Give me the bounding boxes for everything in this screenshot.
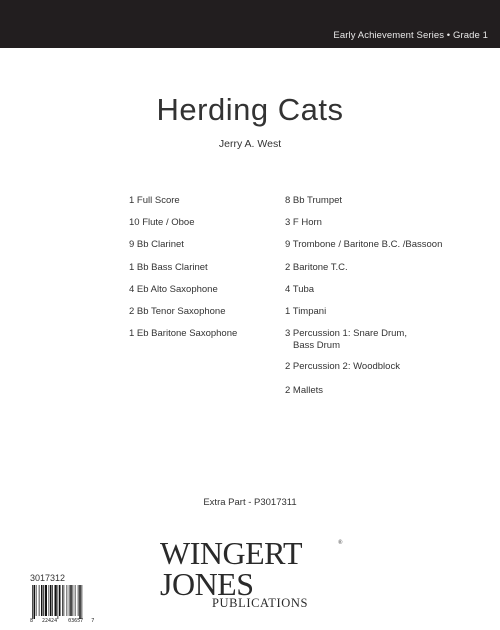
logo-jones: JONES [160,566,254,602]
series-label: Early Achievement Series • Grade 1 [333,30,488,41]
publisher-logo [160,535,343,612]
composer-name: Jerry A. West [218,138,282,150]
part-item: 9 Bb Clarinet [129,239,184,250]
part-item: 4 Eb Alto Saxophone [129,284,218,295]
barcode-bar [69,585,70,616]
barcode [30,585,98,627]
page-title: Herding Cats [156,92,344,127]
barcode-bar [32,585,33,619]
barcode-bar [59,585,61,616]
barcode-bar [52,585,53,616]
part-item: 3 F Horn [285,217,322,228]
barcode-bar [82,585,83,619]
part-item: 10 Flute / Oboe [129,217,195,228]
barcode-digit-left: 8 [30,618,34,624]
part-item: 2 Percussion 2: Woodblock [285,361,400,372]
barcode-group2: 03657 [68,618,84,624]
part-item: 8 Bb Trumpet [285,195,343,206]
catalog-number: 3017312 [30,573,66,583]
part-item-continuation: Bass Drum [293,340,340,351]
barcode-bars [30,585,98,619]
part-item: 2 Baritone T.C. [285,262,348,273]
barcode-bar [41,585,43,616]
barcode-bar [67,585,68,616]
barcode-group1: 22424 [42,618,58,624]
part-item: 1 Timpani [285,306,327,317]
barcode-digit-right: 7 [91,618,95,624]
logo-trademark: ® [338,540,343,546]
logo-publications: PUBLICATIONS [212,596,309,610]
barcode-bar [70,585,72,616]
barcode-bar [64,585,65,616]
barcode-bar [79,585,81,619]
barcode-bar [62,585,63,616]
part-item: 1 Bb Bass Clarinet [129,262,208,273]
extra-part-label: Extra Part - P3017311 [203,497,297,508]
barcode-bar [78,585,79,616]
part-item: 1 Full Score [129,195,180,206]
barcode-bar [55,585,57,616]
part-item: 4 Tuba [285,284,315,295]
barcode-bar [45,585,47,616]
part-item: 9 Trombone / Baritone B.C. /Bassoon [285,239,443,250]
barcode-bar [43,585,44,616]
barcode-bar [50,585,52,616]
barcode-bar [58,585,59,619]
part-item: 3 Percussion 1: Snare Drum, [285,328,407,339]
barcode-bar [39,585,40,616]
barcode-bar [49,585,50,616]
barcode-bar [34,585,36,619]
header-bar [0,0,500,48]
part-item: 2 Bb Tenor Saxophone [129,306,226,317]
part-item: 1 Eb Baritone Saxophone [129,328,238,339]
barcode-bar [36,585,37,616]
logo-wingert: WINGERT [160,535,303,571]
barcode-digits [30,618,98,624]
barcode-bar [73,585,74,616]
part-item: 2 Mallets [285,385,324,396]
barcode-bar [75,585,76,616]
